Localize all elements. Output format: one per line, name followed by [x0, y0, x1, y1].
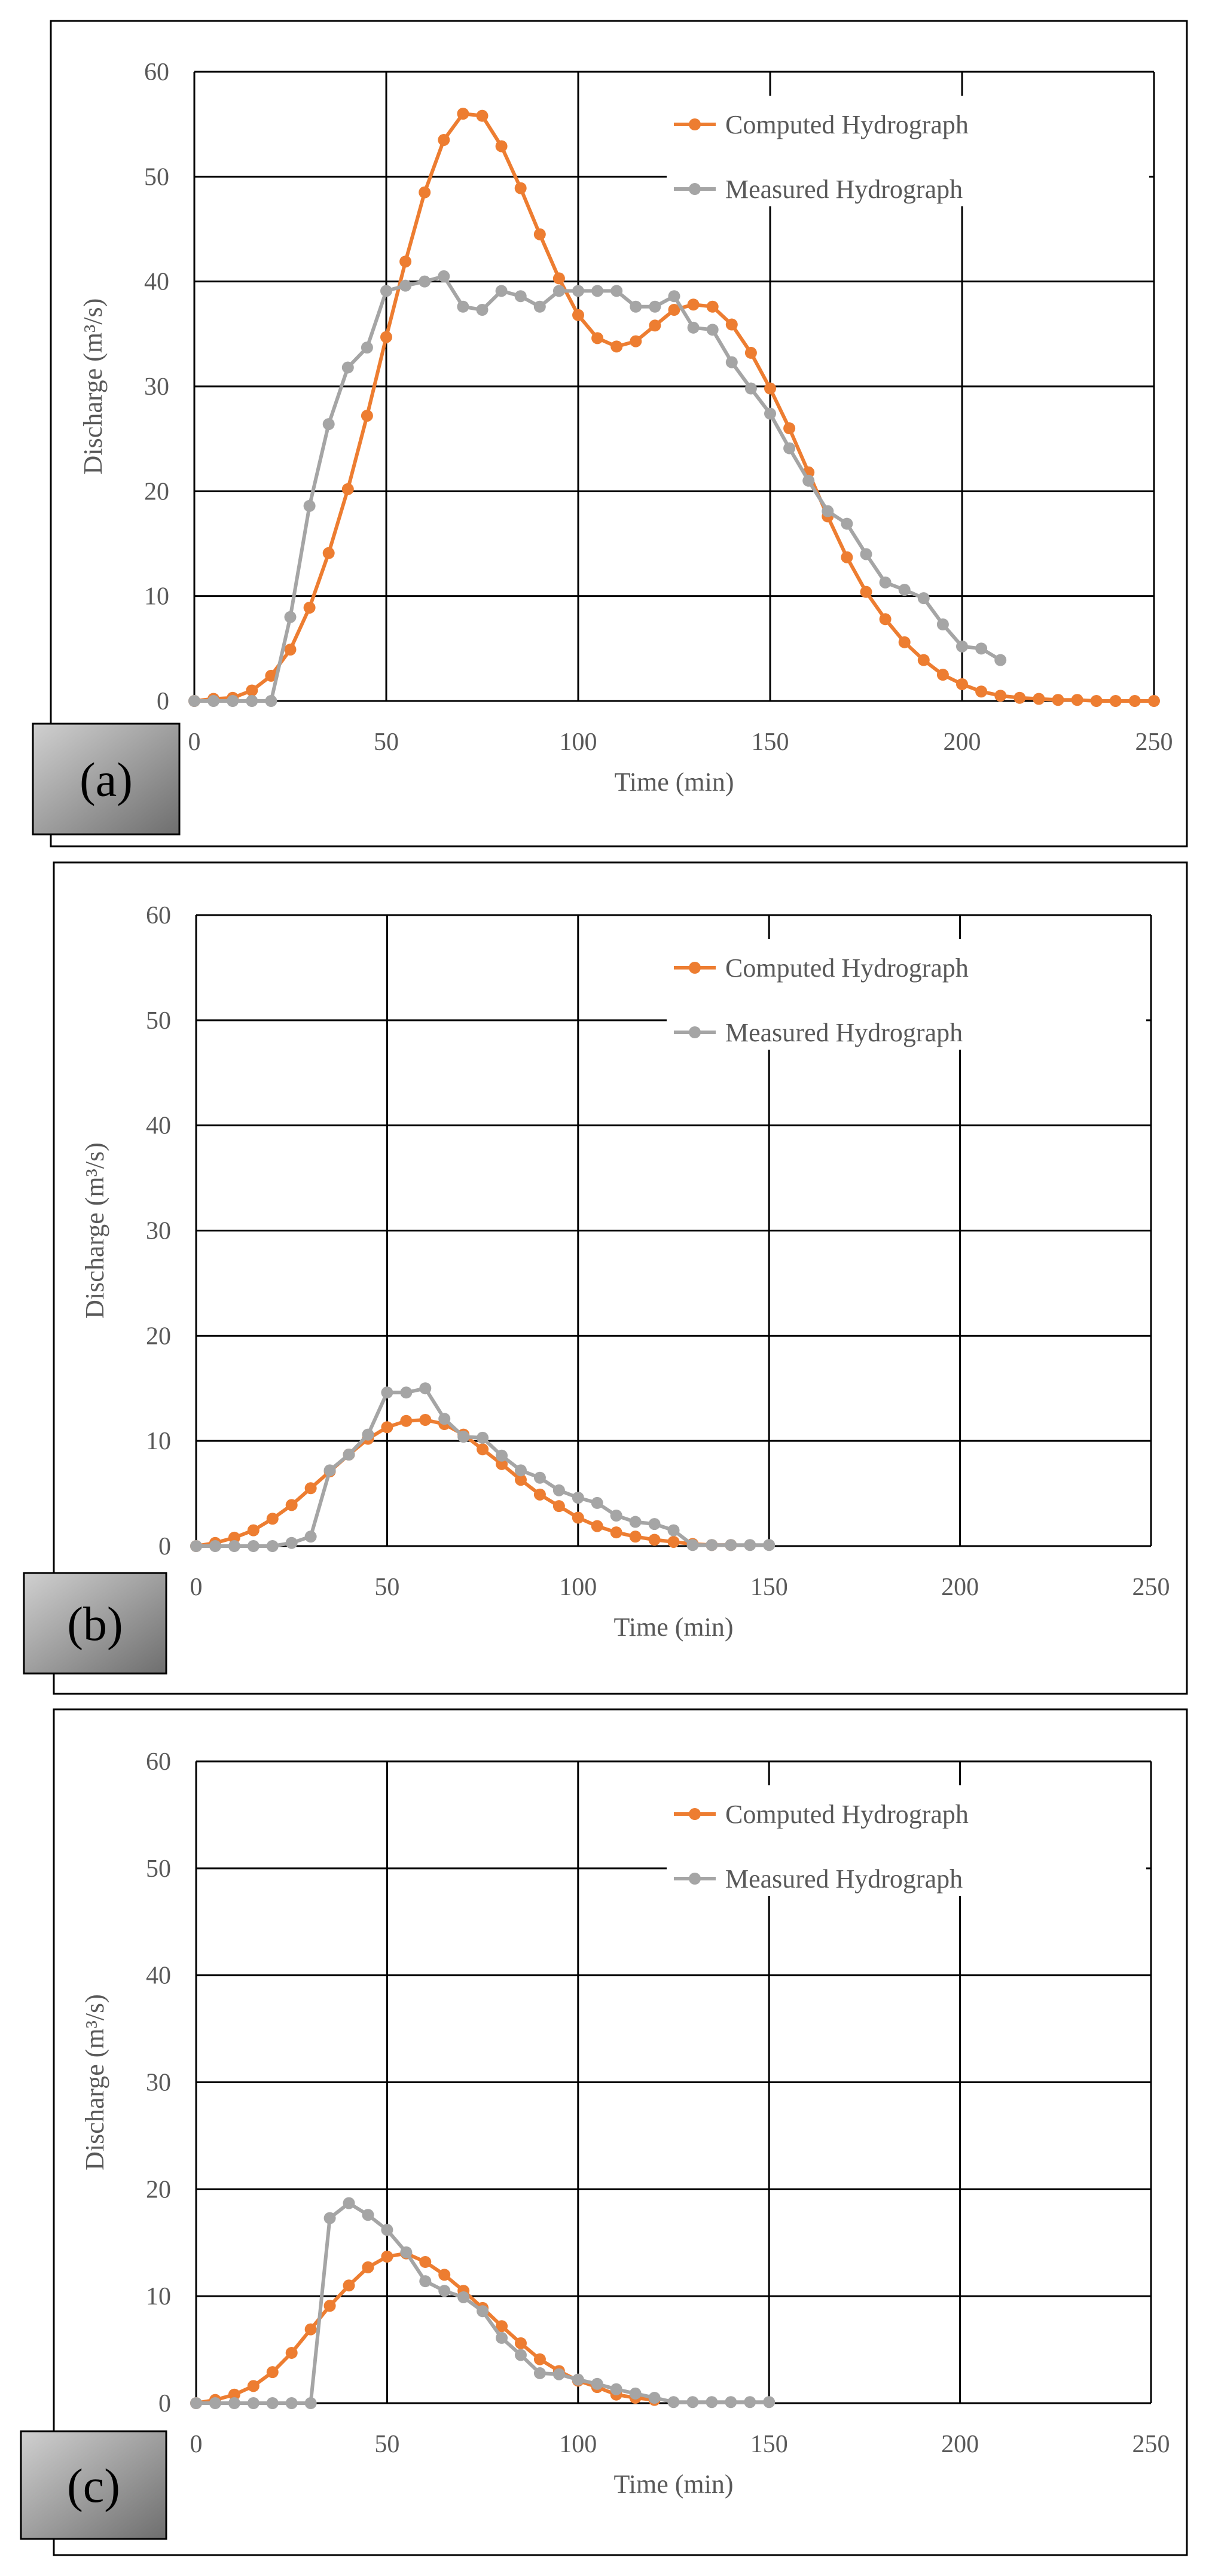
y-tick-label: 10 [146, 1428, 171, 1456]
x-tick-label: 100 [559, 728, 597, 756]
measured-point [457, 301, 469, 313]
measured-point [361, 342, 373, 353]
computed-point [630, 1531, 642, 1542]
measured-point [438, 270, 450, 282]
computed-point [956, 678, 968, 690]
y-tick-label: 60 [144, 59, 169, 86]
measured-point [362, 1429, 374, 1441]
computed-point [267, 2366, 279, 2378]
legend-swatch-marker [689, 962, 701, 974]
measured-point [610, 285, 622, 297]
measured-point [304, 500, 316, 512]
measured-point [477, 2305, 489, 2317]
computed-point [1033, 693, 1045, 705]
computed-point [323, 547, 335, 559]
measured-point [400, 2246, 412, 2258]
computed-point [419, 1414, 431, 1426]
measured-point [380, 285, 392, 297]
y-tick-label: 0 [158, 2390, 171, 2418]
measured-point [822, 505, 834, 517]
measured-point [343, 2197, 355, 2209]
computed-point [937, 669, 949, 681]
computed-point [918, 654, 930, 666]
legend-label: Measured Hydrograph [725, 175, 963, 204]
computed-point [343, 2279, 355, 2291]
computed-point [745, 347, 757, 359]
computed-point [381, 2251, 393, 2263]
measured-point [248, 1540, 260, 1552]
y-tick-label: 20 [146, 1322, 171, 1351]
x-tick-label: 200 [941, 2431, 979, 2458]
legend-label: Computed Hydrograph [725, 953, 969, 983]
measured-point [227, 695, 239, 707]
measured-point [399, 280, 411, 292]
x-tick-label: 250 [1135, 728, 1173, 756]
x-tick-label: 150 [751, 728, 789, 756]
measured-point [706, 1539, 718, 1551]
y-tick-label: 60 [146, 902, 171, 929]
measured-point [649, 2392, 661, 2404]
computed-point [1013, 692, 1025, 704]
computed-point [381, 1421, 393, 1433]
computed-point [477, 110, 489, 122]
computed-point [726, 319, 738, 331]
y-tick-label: 50 [146, 1007, 171, 1035]
computed-point [286, 1499, 298, 1511]
y-tick-label: 40 [144, 268, 169, 296]
chart-panel-1 [24, 862, 1187, 1694]
chart-panel-0 [33, 21, 1187, 846]
measured-point [726, 356, 738, 368]
legend-swatch-marker [689, 118, 701, 130]
computed-point [438, 134, 450, 146]
measured-point [553, 1484, 565, 1496]
measured-point [630, 2388, 642, 2400]
measured-point [899, 584, 911, 596]
computed-point [304, 602, 316, 614]
measured-point [267, 2397, 279, 2409]
computed-point [248, 2380, 260, 2392]
measured-point [496, 285, 508, 297]
x-tick-label: 150 [750, 1574, 788, 1601]
computed-point [515, 182, 527, 194]
computed-point [553, 272, 565, 284]
computed-point [591, 1520, 603, 1532]
measured-point [706, 2396, 718, 2408]
computed-point [419, 2256, 431, 2268]
computed-point [286, 2347, 298, 2359]
panel-label: (c) [67, 2460, 120, 2513]
measured-point [937, 618, 949, 630]
measured-point [265, 695, 277, 707]
y-axis-title: Discharge (m³/s) [78, 298, 108, 475]
legend-swatch-marker [689, 183, 701, 195]
measured-point [725, 1539, 737, 1551]
measured-point [207, 695, 219, 707]
measured-point [591, 2378, 603, 2390]
computed-point [841, 551, 853, 563]
measured-point [419, 2275, 431, 2287]
measured-point [188, 695, 200, 707]
measured-point [553, 2368, 565, 2380]
computed-point [305, 1482, 317, 1494]
measured-point [362, 2209, 374, 2221]
panel-label: (b) [67, 1598, 123, 1651]
measured-point [686, 1539, 698, 1551]
measured-point [763, 2396, 775, 2408]
y-tick-label: 50 [144, 163, 169, 191]
measured-point [534, 301, 546, 313]
computed-point [267, 1513, 279, 1525]
measured-point [860, 548, 872, 560]
y-tick-label: 10 [144, 583, 169, 611]
x-axis-title: Time (min) [614, 767, 734, 797]
computed-point [248, 1525, 260, 1537]
measured-point [534, 1472, 546, 1484]
x-tick-label: 50 [374, 1574, 400, 1601]
y-tick-label: 30 [144, 373, 169, 401]
measured-point [496, 1450, 508, 1462]
measured-point [725, 2396, 737, 2408]
measured-point [745, 383, 757, 395]
measured-point [688, 322, 700, 334]
computed-point [975, 685, 987, 697]
measured-point [783, 442, 795, 454]
measured-point [285, 611, 297, 623]
x-axis-title: Time (min) [613, 1612, 734, 1642]
measured-point [438, 1413, 450, 1425]
computed-point [783, 422, 795, 434]
computed-point [1071, 694, 1083, 706]
computed-point [438, 2269, 450, 2281]
measured-point [841, 518, 853, 530]
computed-point [342, 483, 354, 495]
computed-point [477, 1443, 489, 1455]
computed-point [305, 2324, 317, 2336]
computed-point [899, 636, 911, 648]
measured-point [572, 2374, 584, 2386]
computed-point [361, 410, 373, 422]
computed-point [285, 644, 297, 656]
measured-point [477, 304, 489, 316]
measured-point [209, 2397, 221, 2409]
computed-point [764, 383, 776, 395]
measured-point [228, 1540, 240, 1552]
measured-point [267, 1540, 279, 1552]
computed-point [399, 255, 411, 267]
computed-point [534, 1489, 546, 1501]
measured-point [610, 2383, 622, 2395]
computed-point [380, 331, 392, 343]
computed-point [994, 690, 1006, 702]
computed-point [688, 298, 700, 310]
measured-point [323, 418, 335, 430]
y-tick-label: 40 [146, 1112, 171, 1140]
computed-point [630, 336, 642, 347]
measured-point [342, 361, 354, 373]
computed-point [534, 2354, 546, 2365]
measured-point [190, 2397, 202, 2409]
computed-point [515, 2337, 527, 2349]
y-tick-label: 0 [158, 1533, 171, 1560]
measured-point [630, 1516, 642, 1528]
x-tick-label: 250 [1132, 2431, 1170, 2458]
computed-point [572, 1512, 584, 1524]
measured-point [802, 475, 814, 487]
measured-point [515, 1464, 527, 1476]
x-tick-label: 50 [374, 728, 399, 756]
legend-swatch-marker [689, 1873, 701, 1885]
measured-point [649, 1518, 661, 1530]
computed-point [246, 684, 258, 696]
measured-point [572, 1492, 584, 1504]
measured-point [975, 642, 987, 654]
measured-point [918, 592, 930, 604]
measured-point [994, 654, 1006, 666]
y-tick-label: 50 [146, 1855, 171, 1883]
measured-point [286, 2397, 298, 2409]
measured-point [956, 641, 968, 653]
measured-point [343, 1449, 355, 1461]
x-tick-label: 150 [750, 2431, 788, 2458]
measured-point [668, 1525, 680, 1537]
measured-point [209, 1540, 221, 1552]
y-tick-label: 30 [146, 1217, 171, 1245]
x-axis-title: Time (min) [613, 2470, 734, 2499]
legend-label: Computed Hydrograph [725, 110, 969, 139]
measured-point [668, 290, 680, 302]
computed-point [1110, 695, 1122, 707]
measured-point [305, 1531, 317, 1542]
computed-point [649, 319, 661, 331]
computed-point [1148, 695, 1160, 707]
y-tick-label: 40 [146, 1962, 171, 1990]
measured-point [438, 2285, 450, 2297]
computed-point [496, 140, 508, 152]
measured-point [286, 1537, 298, 1549]
legend-label: Computed Hydrograph [725, 1800, 969, 1829]
x-tick-label: 0 [190, 2431, 203, 2458]
x-tick-label: 0 [188, 728, 201, 756]
measured-point [496, 2332, 508, 2344]
x-tick-label: 250 [1132, 1574, 1170, 1601]
x-tick-label: 100 [559, 2431, 597, 2458]
computed-point [610, 340, 622, 352]
y-axis-title: Discharge (m³/s) [80, 1142, 109, 1319]
legend-label: Measured Hydrograph [725, 1018, 963, 1047]
measured-point [419, 1382, 431, 1394]
x-tick-label: 50 [374, 2431, 400, 2458]
y-tick-label: 60 [146, 1748, 171, 1776]
measured-point [228, 2397, 240, 2409]
measured-point [649, 301, 661, 313]
measured-point [515, 290, 527, 302]
measured-point [610, 1510, 622, 1522]
chart-panel-2 [21, 1709, 1187, 2555]
measured-point [707, 324, 719, 336]
computed-point [400, 1415, 412, 1427]
measured-point [457, 2291, 469, 2303]
computed-point [419, 187, 431, 199]
y-tick-label: 20 [144, 478, 169, 506]
y-axis-title: Discharge (m³/s) [80, 1994, 109, 2170]
measured-point [246, 695, 258, 707]
measured-point [744, 1539, 756, 1551]
computed-point [591, 332, 603, 344]
computed-point [457, 108, 469, 120]
legend-swatch-marker [689, 1026, 701, 1038]
y-tick-label: 10 [146, 2283, 171, 2311]
y-tick-label: 30 [146, 2069, 171, 2097]
measured-point [305, 2397, 317, 2409]
legend-swatch-marker [689, 1808, 701, 1820]
measured-point [400, 1386, 412, 1398]
measured-point [630, 301, 642, 313]
computed-point [553, 1500, 565, 1512]
measured-point [572, 285, 584, 297]
y-tick-label: 0 [157, 688, 169, 715]
measured-point [686, 2396, 698, 2408]
y-tick-label: 20 [146, 2176, 171, 2204]
measured-point [591, 1497, 603, 1509]
computed-point [1091, 695, 1103, 707]
computed-point [860, 586, 872, 598]
measured-point [248, 2397, 260, 2409]
computed-point [707, 301, 719, 313]
measured-point [763, 1539, 775, 1551]
x-tick-label: 200 [941, 1574, 979, 1601]
measured-point [419, 276, 431, 288]
measured-point [880, 577, 892, 589]
computed-point [880, 613, 892, 625]
computed-point [649, 1534, 661, 1545]
x-tick-label: 100 [559, 1574, 597, 1601]
panel-label: (a) [80, 754, 133, 807]
computed-point [668, 1536, 680, 1548]
measured-point [324, 2212, 336, 2224]
measured-point [534, 2367, 546, 2379]
measured-point [591, 285, 603, 297]
computed-point [362, 2261, 374, 2273]
measured-point [477, 1432, 489, 1444]
x-tick-label: 0 [190, 1574, 203, 1601]
x-tick-label: 200 [943, 728, 981, 756]
measured-point [553, 285, 565, 297]
computed-point [610, 1526, 622, 1538]
computed-point [572, 309, 584, 321]
measured-point [515, 2349, 527, 2361]
computed-point [1052, 694, 1064, 706]
measured-point [457, 1431, 469, 1443]
measured-point [324, 1464, 336, 1476]
measured-point [668, 2396, 680, 2408]
measured-point [381, 2224, 393, 2236]
computed-point [534, 228, 546, 240]
measured-point [764, 408, 776, 420]
measured-point [190, 1540, 202, 1552]
computed-point [1129, 695, 1141, 707]
measured-point [744, 2396, 756, 2408]
measured-point [381, 1386, 393, 1398]
computed-point [324, 2300, 336, 2312]
legend-label: Measured Hydrograph [725, 1864, 963, 1894]
